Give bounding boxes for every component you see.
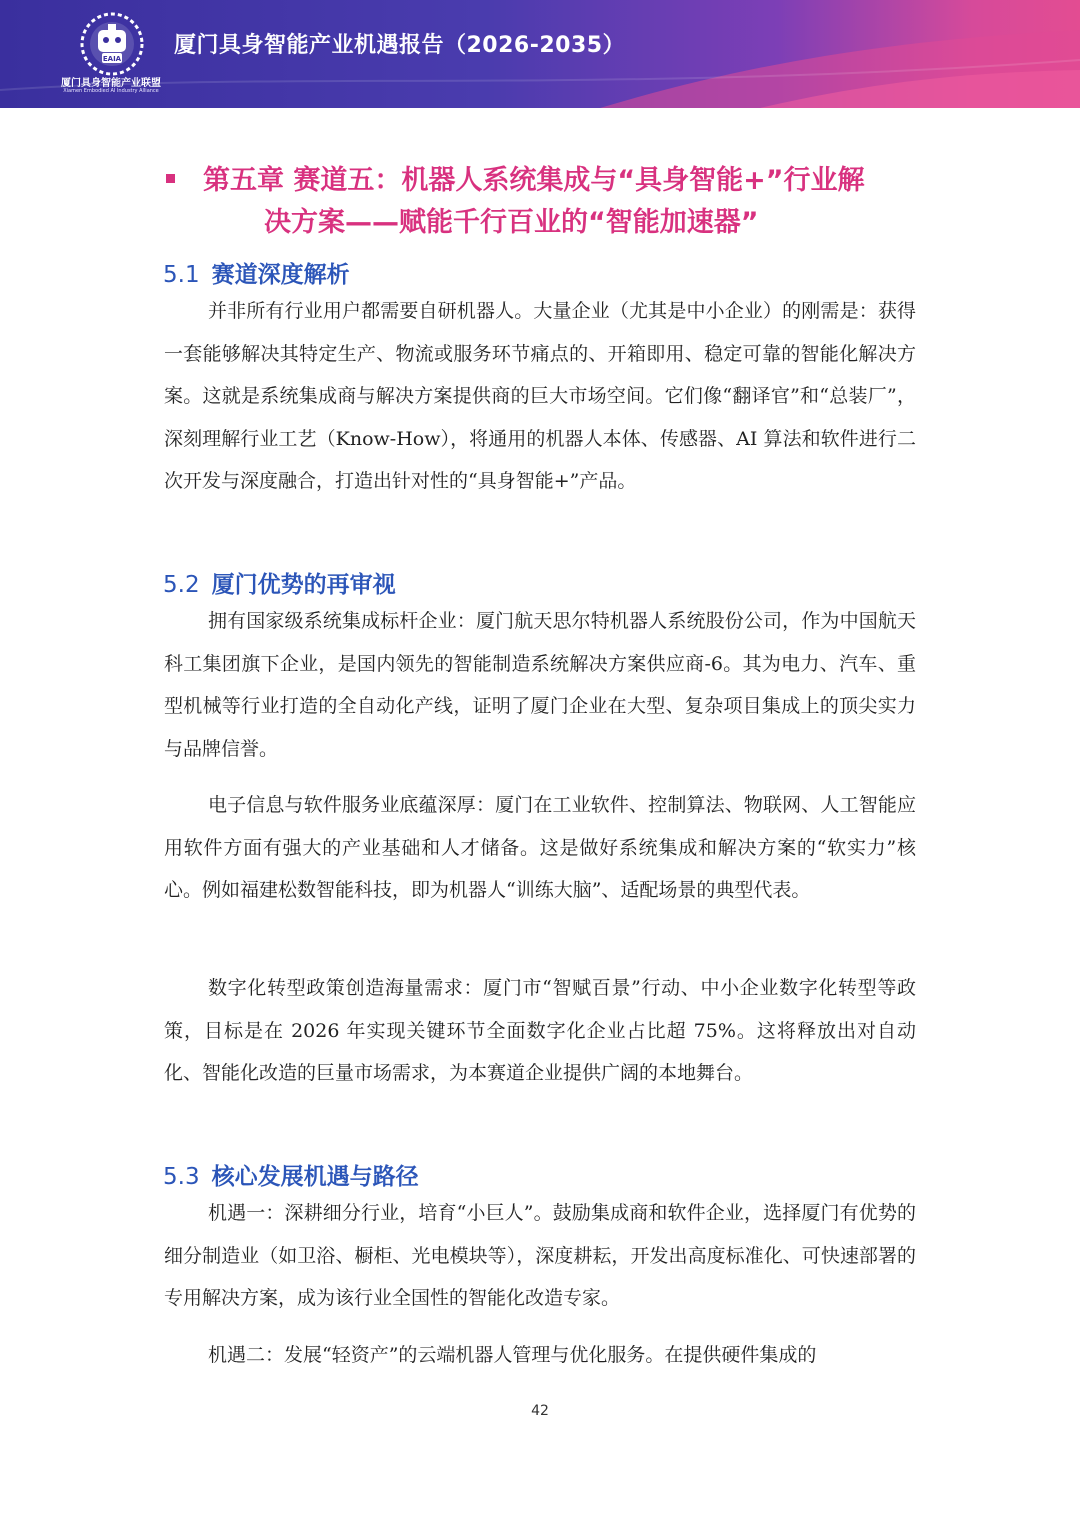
report-title: 厦门具身智能产业机遇报告（2026-2035） [174,33,626,58]
paragraph: 机遇一：深耕细分行业，培育“小巨人”。鼓励集成商和软件企业，选择厦门有优势的细分制造业（如卫浴、橱柜、光电模块等），深度耕耘，开发出高度标准化、可快速部署的专用解决方案，成为该行业全国性的智能化改造专家。 [164,1202,916,1309]
header-band [0,0,1080,108]
section-heading-5-3 [163,1158,419,1191]
page-number: 42 [531,1403,549,1419]
chapter-title-line2: 决方案——赋能千行百业的“智能加速器” [264,207,759,238]
section-heading-5-2 [163,566,396,599]
chapter-bullet-icon [166,174,175,183]
svg-text:EAIA: EAIA [102,55,122,63]
section-number: 5.3 [163,1164,200,1190]
paragraph: 并非所有行业用户都需要自研机器人。大量企业（尤其是中小企业）的刚需是：获得一套能够解决其特定生产、物流或服务环节痛点的、开箱即用、稳定可靠的智能化解决方案。这就是系统集成商与解决方案提供商的巨大市场空间。它们像“翻译官”和“总装厂”，深刻理解行业工艺（Know-How），将通用的机器人本体、传感器、AI 算法和软件进行二次开发与深度融合，打造出针对性的“具身智能+”产品。 [164,300,916,492]
paragraph: 拥有国家级系统集成标杆企业：厦门航天思尔特机器人系统股份公司，作为中国航天科工集团旗下企业，是国内领先的智能制造系统解决方案供应商-6。其为电力、汽车、重型机械等行业打造的全自动化产线，证明了厦门企业在大型、复杂项目集成上的顶尖实力与品牌信誉。 [164,610,916,760]
section-number: 5.1 [163,262,200,288]
section-heading-5-1 [163,256,350,289]
chapter-title-line1: 第五章 赛道五：机器人系统集成与“具身智能+”行业解 [203,165,865,196]
logo-text-cn: 厦门具身智能产业联盟 [61,78,161,89]
paragraph: 机遇二：发展“轻资产”的云端机器人管理与优化服务。在提供硬件集成的 [208,1344,817,1366]
section-title: 厦门优势的再审视 [211,572,396,598]
paragraph: 数字化转型政策创造海量需求：厦门市“智赋百景”行动、中小企业数字化转型等政策，目标是在 2026 年实现关键环节全面数字化企业占比超 75%。这将释放出对自动化、智能化改造的巨量市场需求，为本赛道企业提供广阔的本地舞台。 [164,977,916,1084]
paragraph: 电子信息与软件服务业底蕴深厚：厦门在工业软件、控制算法、物联网、人工智能应用软件方面有强大的产业基础和人才储备。这是做好系统集成和解决方案的“软实力”核心。例如福建松数智能科技，即为机器人“训练大脑”、适配场景的典型代表。 [164,794,916,901]
logo-text-en: Xiamen Embodied AI Industry Alliance [63,88,159,94]
section-title: 核心发展机遇与路径 [211,1164,419,1190]
section-number: 5.2 [163,572,200,598]
section-title: 赛道深度解析 [211,262,350,288]
